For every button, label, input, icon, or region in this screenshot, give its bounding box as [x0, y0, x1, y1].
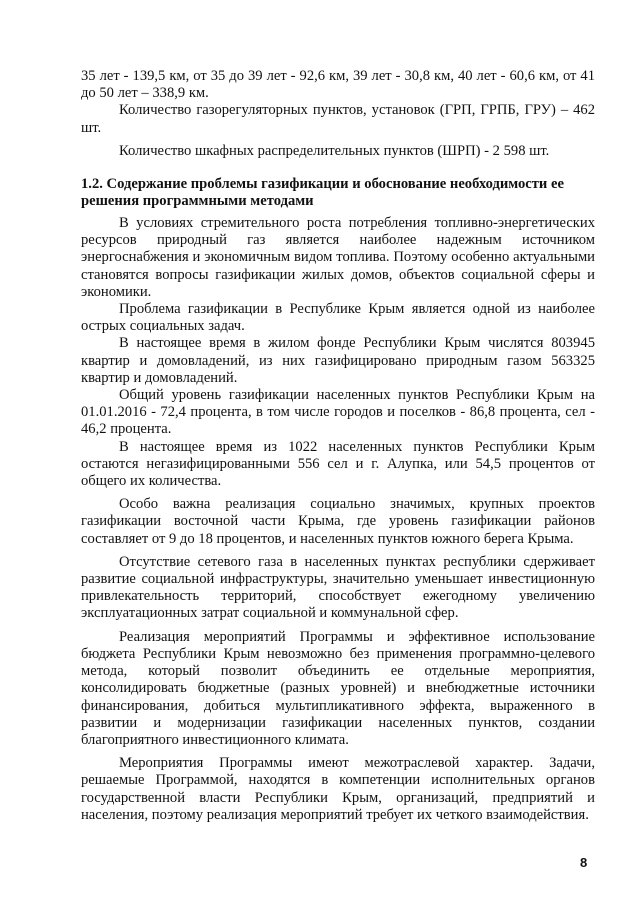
- paragraph-7: Отсутствие сетевого газа в населенных пунктах республики сдерживает развитие социальной инфраструктуры, значительно уменьшает инвестиционную привлекательность территорий, способствует ежегодному увеличению эксплуатационных затрат социальной и коммунальной сфер.: [81, 553, 595, 622]
- paragraph-4: Общий уровень газификации населенных пунктов Республики Крым на 01.01.2016 - 72,4 процента, в том числе городов и поселков - 86,8 процента, сел - 46,2 процента.: [81, 387, 595, 438]
- section-heading: 1.2. Содержание проблемы газификации и обоснование необходимости ее решения программными методами: [81, 176, 564, 209]
- paragraph-3: В настоящее время в жилом фонде Республики Крым числятся 803945 квартир и домовладений, из них газифицировано природным газом 563325 квартир и домовладений.: [81, 335, 595, 386]
- paragraph-pipeline-age: 35 лет - 139,5 км, от 35 до 39 лет - 92,6 км, 39 лет - 30,8 км, 40 лет - 60,6 км, от 41 до 50 лет – 338,9 км.: [81, 68, 595, 102]
- document-body: [81, 68, 595, 824]
- paragraph-grp-count: Количество газорегуляторных пунктов, установок (ГРП, ГРПБ, ГРУ) – 462 шт.: [81, 102, 595, 136]
- paragraph-shrp-count: Количество шкафных распределительных пунктов (ШРП) - 2 598 шт.: [119, 142, 550, 159]
- paragraph-9: Мероприятия Программы имеют межотраслевой характер. Задачи, решаемые Программой, находятся в компетенции исполнительных органов государственной власти Республики Крым, организаций, предприятий и населения, поэтому реализация мероприятий требует их четкого взаимодействия.: [81, 755, 595, 823]
- paragraph-6: Особо важна реализация социально значимых, крупных проектов газификации восточной части Крыма, где уровень газификации районов составляет от 9 до 18 процентов, и населенных пунктов южного берега Крыма.: [81, 496, 595, 547]
- paragraph-2: Проблема газификации в Республике Крым является одной из наиболее острых социальных задач.: [81, 301, 595, 335]
- paragraph-8: Реализация мероприятий Программы и эффективное использование бюджета Республики Крым невозможно без применения программно-целевого метода, который позволит объединить ее отдельные мероприятия, консолидировать бюджетные (разных уровней) и внебюджетные источники финансирования, добиться мультипликативного эффекта, выраженного в развитии и модернизации газификации населенных пунктов, создании благоприятного инвестиционного климата.: [81, 628, 595, 748]
- paragraph-1: В условиях стремительного роста потребления топливно-энергетических ресурсов природный газ является наиболее надежным источником энергоснабжения и экономичным видом топлива. Поэтому особенно актуальными становятся вопросы газификации жилых домов, объектов социальной сферы и экономики.: [81, 215, 595, 300]
- page-number: 8: [580, 855, 588, 870]
- paragraph-5: В настоящее время из 1022 населенных пунктов Республики Крым остаются негазифицированными 556 сел и г. Алупка, или 54,5 процентов от общего их количества.: [81, 438, 595, 490]
